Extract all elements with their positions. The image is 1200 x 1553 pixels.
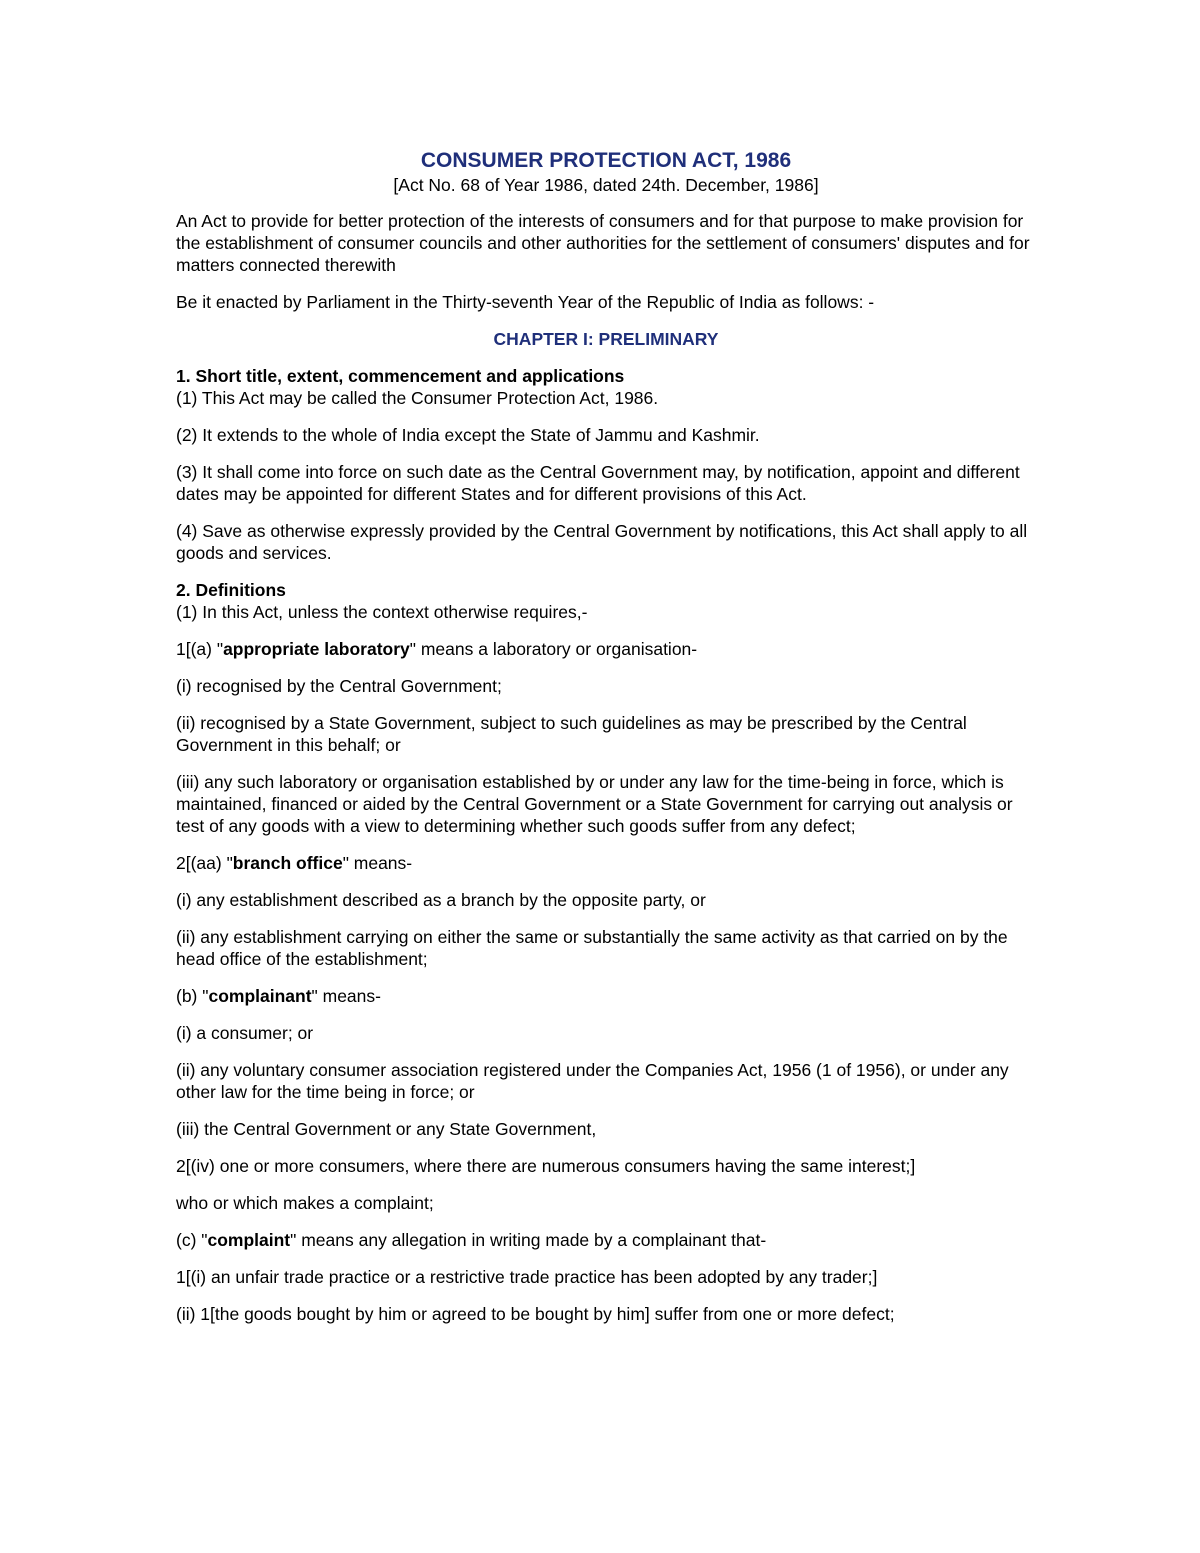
document-page: [176, 148, 1036, 1340]
clause-b-ii: (ii) any voluntary consumer association registered under the Companies Act, 1956 (1 of 1956), or under any other law for the time being in force; or: [176, 1060, 1009, 1102]
definition-prefix: 1[(a) ": [176, 639, 224, 659]
document-title: CONSUMER PROTECTION ACT, 1986: [420, 149, 792, 172]
section-1-para-3: (3) It shall come into force on such date as the Central Government may, by notification, appoint and different dates may be appointed for different States and for different provisions of this Act.: [176, 462, 1020, 504]
enacting-clause: Be it enacted by Parliament in the Thirty-seventh Year of the Republic of India as follows: -: [176, 292, 875, 312]
section-1-heading: 1. Short title, extent, commencement and applications: [176, 366, 625, 386]
defined-term: complainant: [208, 986, 312, 1006]
section-2-para-1: (1) In this Act, unless the context otherwise requires,-: [176, 602, 588, 622]
section-2-heading: 2. Definitions: [176, 580, 286, 600]
clause-b-iii: (iii) the Central Government or any State Government,: [176, 1119, 597, 1139]
definition-complaint: [176, 1229, 1036, 1251]
definition-prefix: (b) ": [176, 986, 209, 1006]
defined-term: appropriate laboratory: [223, 639, 410, 659]
definition-suffix: " means-: [311, 986, 381, 1006]
clause-b-i: (i) a consumer; or: [176, 1023, 314, 1043]
section-1-para-2: (2) It extends to the whole of India except the State of Jammu and Kashmir.: [176, 425, 760, 445]
definition-prefix: 2[(aa) ": [176, 853, 233, 873]
clause-a-i: (i) recognised by the Central Government;: [176, 676, 502, 696]
definition-suffix: " means a laboratory or organisation-: [409, 639, 698, 659]
defined-term: complaint: [207, 1230, 291, 1250]
clause-b-iv: 2[(iv) one or more consumers, where there are numerous consumers having the same interest;]: [176, 1156, 916, 1176]
definition-appropriate-laboratory: [176, 638, 1036, 660]
intro-paragraph: An Act to provide for better protection of the interests of consumers and for that purpose to make provision for the establishment of consumer councils and other authorities for the settlement of consumers' disputes and for matters connected therewith: [176, 211, 1030, 275]
clause-b-close: who or which makes a complaint;: [176, 1193, 434, 1213]
clause-a-ii: (ii) recognised by a State Government, subject to such guidelines as may be prescribed by the Central Government in this behalf; or: [176, 713, 967, 755]
document-subtitle: [Act No. 68 of Year 1986, dated 24th. December, 1986]: [393, 175, 819, 195]
clause-a-iii: (iii) any such laboratory or organisation established by or under any law for the time-being in force, which is maintained, financed or aided by the Central Government or a State Government for carrying out analysis or test of any goods with a view to determining whether such goods suffer from any defect;: [176, 772, 1013, 836]
definition-suffix: " means any allegation in writing made by a complainant that-: [290, 1230, 767, 1250]
chapter-heading: CHAPTER I: PRELIMINARY: [493, 329, 719, 349]
definition-suffix: " means-: [342, 853, 413, 873]
section-1-para-1: (1) This Act may be called the Consumer Protection Act, 1986.: [176, 388, 659, 408]
defined-term: branch office: [232, 853, 343, 873]
clause-aa-ii: (ii) any establishment carrying on either the same or substantially the same activity as that carried on by the head office of the establishment;: [176, 927, 1008, 969]
clause-c-ii: (ii) 1[the goods bought by him or agreed to be bought by him] suffer from one or more defect;: [176, 1304, 895, 1324]
section-1-para-4: (4) Save as otherwise expressly provided by the Central Government by notifications, this Act shall apply to all goods and services.: [176, 521, 1028, 563]
clause-c-i: 1[(i) an unfair trade practice or a restrictive trade practice has been adopted by any trader;]: [176, 1267, 878, 1287]
definition-prefix: (c) ": [176, 1230, 208, 1250]
definition-branch-office: [176, 852, 1036, 874]
definition-complainant: [176, 985, 1036, 1007]
clause-aa-i: (i) any establishment described as a branch by the opposite party, or: [176, 890, 706, 910]
